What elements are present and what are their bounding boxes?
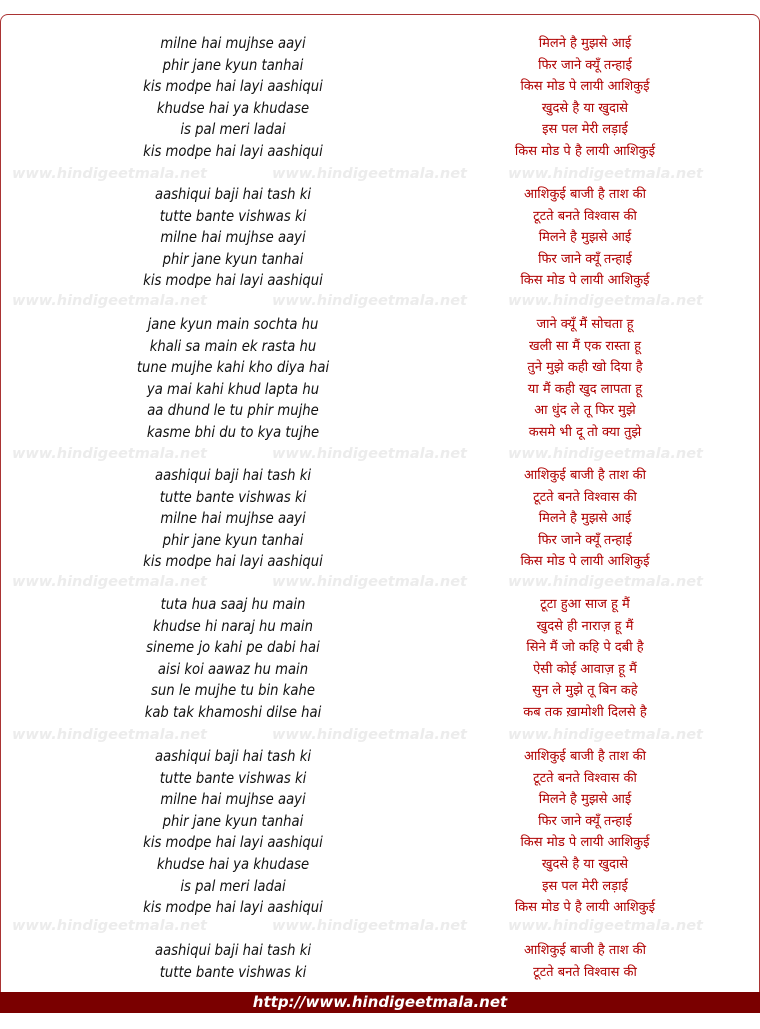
lyric-hindi: आशिकुई बाजी है ताश की [523, 187, 647, 202]
lyric-english: khudse hai ya khudase [156, 854, 310, 873]
watermark-text: www.hindigeetmala.net [272, 446, 467, 462]
watermark-text: www.hindigeetmala.net [508, 727, 703, 743]
lyric-hindi: आशिकुई बाजी है ताश की [523, 468, 647, 483]
lyric-line [0, 508, 760, 530]
watermark-text: www.hindigeetmala.net [272, 918, 467, 934]
lyric-line [0, 184, 760, 206]
lyric-english: tutte bante vishwas ki [159, 487, 307, 506]
lyric-hindi: खली सा मैं एक रास्ता हू [529, 338, 641, 354]
lyric-hindi: सिने मैं जो कहि पे दबी है [526, 640, 644, 656]
lyric-line [0, 746, 760, 768]
lyric-line [0, 119, 760, 141]
lyric-english: phir jane kyun tanhai [162, 811, 304, 830]
lyric-hindi: फिर जाने क्यूँ तन्हाई [538, 251, 632, 267]
lyric-hindi: कब तक ख़ामोशी दिलसे है [523, 704, 647, 720]
lyric-line [0, 594, 760, 616]
watermark-text: www.hindigeetmala.net [12, 293, 207, 309]
lyric-english: ya mai kahi khud lapta hu [146, 379, 320, 398]
lyric-english: khudse hi naraj hu main [153, 616, 313, 635]
lyrics-stanza [0, 594, 760, 724]
lyric-line [0, 897, 760, 919]
lyric-hindi: मिलने है मुझसे आई [538, 792, 632, 808]
lyric-english: tune mujhe kahi kho diya hai [136, 358, 330, 377]
lyric-hindi: किस मोड पे लायी आशिकुई [520, 79, 650, 95]
watermark-row [0, 166, 760, 182]
footer-url-bar[interactable]: http://www.hindigeetmala.net [0, 992, 760, 1013]
lyric-english: kab tak khamoshi dilse hai [144, 702, 322, 721]
lyric-line [0, 76, 760, 98]
lyric-hindi: किस मोड पे है लायी आशिकुई [514, 143, 656, 159]
lyric-hindi: आशिकुई बाजी है ताश की [523, 749, 647, 764]
lyric-line [0, 789, 760, 811]
lyric-line [0, 465, 760, 487]
lyric-line [0, 832, 760, 854]
lyric-hindi: टूटते बनते विश्वास की [533, 770, 637, 786]
lyric-hindi: या मैं कही खुद लापता हू [527, 381, 643, 397]
lyric-english: milne hai mujhse aayi [160, 34, 306, 52]
watermark-text: www.hindigeetmala.net [272, 574, 467, 590]
watermark-row [0, 918, 760, 934]
lyric-hindi: कसमे भी दू तो क्या तुझे [528, 424, 642, 440]
lyric-line [0, 270, 760, 292]
lyric-english: sineme jo kahi pe dabi hai [146, 638, 320, 657]
watermark-text: www.hindigeetmala.net [12, 574, 207, 590]
lyric-line [0, 379, 760, 401]
watermark-row [0, 446, 760, 462]
lyrics-stanza [0, 465, 760, 573]
lyric-line [0, 357, 760, 379]
watermark-row [0, 727, 760, 743]
watermark-text: www.hindigeetmala.net [272, 166, 467, 182]
lyric-line [0, 854, 760, 876]
lyric-hindi: सुन ले मुझे तू बिन कहे [532, 683, 638, 699]
lyric-english: aashiqui baji hai tash ki [154, 185, 312, 203]
lyric-english: aashiqui baji hai tash ki [154, 747, 312, 765]
lyric-line [0, 811, 760, 833]
lyric-english: khali sa main ek rasta hu [149, 336, 317, 355]
lyric-hindi: किस मोड पे लायी आशिकुई [520, 835, 650, 851]
lyrics-stanza [0, 33, 760, 163]
watermark-row [0, 574, 760, 590]
lyric-line [0, 336, 760, 358]
lyrics-stanza [0, 184, 760, 292]
lyric-english: aashiqui baji hai tash ki [154, 941, 312, 959]
lyric-line [0, 55, 760, 77]
lyric-line [0, 637, 760, 659]
lyric-hindi: किस मोड पे लायी आशिकुई [520, 554, 650, 570]
lyric-english: aashiqui baji hai tash ki [154, 466, 312, 484]
watermark-row [0, 293, 760, 309]
lyric-english: kis modpe hai layi aashiqui [143, 898, 323, 917]
lyric-line [0, 422, 760, 444]
lyric-hindi: किस मोड पे है लायी आशिकुई [514, 900, 656, 916]
lyric-english: kasme bhi du to kya tujhe [146, 422, 320, 441]
lyric-english: phir jane kyun tanhai [162, 249, 304, 268]
lyric-english: sun le mujhe tu bin kahe [151, 681, 315, 700]
lyric-english: milne hai mujhse aayi [160, 790, 306, 809]
lyric-line [0, 33, 760, 55]
lyric-english: khudse hai ya khudase [156, 98, 310, 117]
lyric-hindi: जाने क्यूँ मैं सोचता हू [536, 317, 634, 332]
lyric-hindi: मिलने है मुझसे आई [538, 511, 632, 527]
lyric-line [0, 487, 760, 509]
lyric-english: phir jane kyun tanhai [162, 55, 304, 74]
lyric-hindi: टूटा हुआ साज हू मैं [540, 597, 630, 612]
lyric-english: is pal meri ladai [180, 120, 286, 139]
lyric-hindi: आशिकुई बाजी है ताश की [523, 943, 647, 958]
lyric-hindi: मिलने है मुझसे आई [538, 36, 632, 51]
lyric-hindi: तुने मुझे कही खो दिया है [527, 360, 643, 376]
lyric-english: kis modpe hai layi aashiqui [143, 77, 323, 96]
lyric-line [0, 530, 760, 552]
lyric-english: milne hai mujhse aayi [160, 509, 306, 528]
lyric-hindi: खुदसे ही नाराज़ हू मैं [536, 618, 634, 634]
lyric-line [0, 616, 760, 638]
lyric-english: tuta hua saaj hu main [160, 595, 306, 613]
lyric-english: milne hai mujhse aayi [160, 228, 306, 247]
lyric-line [0, 400, 760, 422]
watermark-text: www.hindigeetmala.net [508, 446, 703, 462]
lyric-hindi: आ धुंद ले तू फिर मुझे [534, 403, 636, 419]
lyric-hindi: टूटते बनते विश्वास की [533, 964, 637, 980]
lyric-hindi: खुदसे है या खुदासे [541, 856, 629, 872]
lyric-english: tutte bante vishwas ki [159, 962, 307, 981]
lyrics-stanza [0, 746, 760, 919]
watermark-text: www.hindigeetmala.net [12, 727, 207, 743]
lyric-english: jane kyun main sochta hu [147, 315, 319, 333]
watermark-text: www.hindigeetmala.net [508, 574, 703, 590]
watermark-text: www.hindigeetmala.net [272, 293, 467, 309]
lyric-hindi: फिर जाने क्यूँ तन्हाई [538, 532, 632, 548]
lyric-english: kis modpe hai layi aashiqui [143, 271, 323, 290]
lyric-line [0, 551, 760, 573]
lyric-line [0, 314, 760, 336]
lyric-line [0, 962, 760, 984]
lyric-line [0, 768, 760, 790]
lyric-english: is pal meri ladai [180, 876, 286, 895]
watermark-text: www.hindigeetmala.net [12, 166, 207, 182]
lyric-line [0, 659, 760, 681]
lyric-english: kis modpe hai layi aashiqui [143, 552, 323, 571]
lyric-hindi: ऐसी कोई आवाज़ हू मैं [533, 661, 637, 677]
lyric-english: aa dhund le tu phir mujhe [147, 401, 319, 420]
lyric-hindi: खुदसे है या खुदासे [541, 100, 629, 116]
watermark-text: www.hindigeetmala.net [508, 293, 703, 309]
lyric-english: kis modpe hai layi aashiqui [143, 141, 323, 160]
watermark-text: www.hindigeetmala.net [272, 727, 467, 743]
lyric-hindi: मिलने है मुझसे आई [538, 230, 632, 246]
lyric-hindi: इस पल मेरी लड़ाई [542, 122, 628, 138]
lyric-hindi: इस पल मेरी लड़ाई [542, 878, 628, 894]
watermark-text: www.hindigeetmala.net [12, 446, 207, 462]
lyric-english: kis modpe hai layi aashiqui [143, 833, 323, 852]
lyric-line [0, 141, 760, 163]
lyric-hindi: फिर जाने क्यूँ तन्हाई [538, 813, 632, 829]
lyric-hindi: किस मोड पे लायी आशिकुई [520, 273, 650, 289]
lyric-line [0, 98, 760, 120]
watermark-text: www.hindigeetmala.net [508, 918, 703, 934]
lyric-english: tutte bante vishwas ki [159, 768, 307, 787]
lyric-line [0, 680, 760, 702]
lyric-line [0, 206, 760, 228]
lyric-line [0, 940, 760, 962]
lyric-hindi: टूटते बनते विश्वास की [533, 208, 637, 224]
lyric-line [0, 876, 760, 898]
lyric-hindi: फिर जाने क्यूँ तन्हाई [538, 57, 632, 73]
lyric-line [0, 227, 760, 249]
lyrics-stanza [0, 940, 760, 983]
watermark-text: www.hindigeetmala.net [12, 918, 207, 934]
lyric-english: aisi koi aawaz hu main [157, 659, 309, 678]
lyrics-stanza [0, 314, 760, 444]
lyric-line [0, 249, 760, 271]
lyric-hindi: टूटते बनते विश्वास की [533, 489, 637, 505]
lyric-english: phir jane kyun tanhai [162, 530, 304, 549]
watermark-text: www.hindigeetmala.net [508, 166, 703, 182]
lyric-line [0, 702, 760, 724]
lyric-english: tutte bante vishwas ki [159, 206, 307, 225]
